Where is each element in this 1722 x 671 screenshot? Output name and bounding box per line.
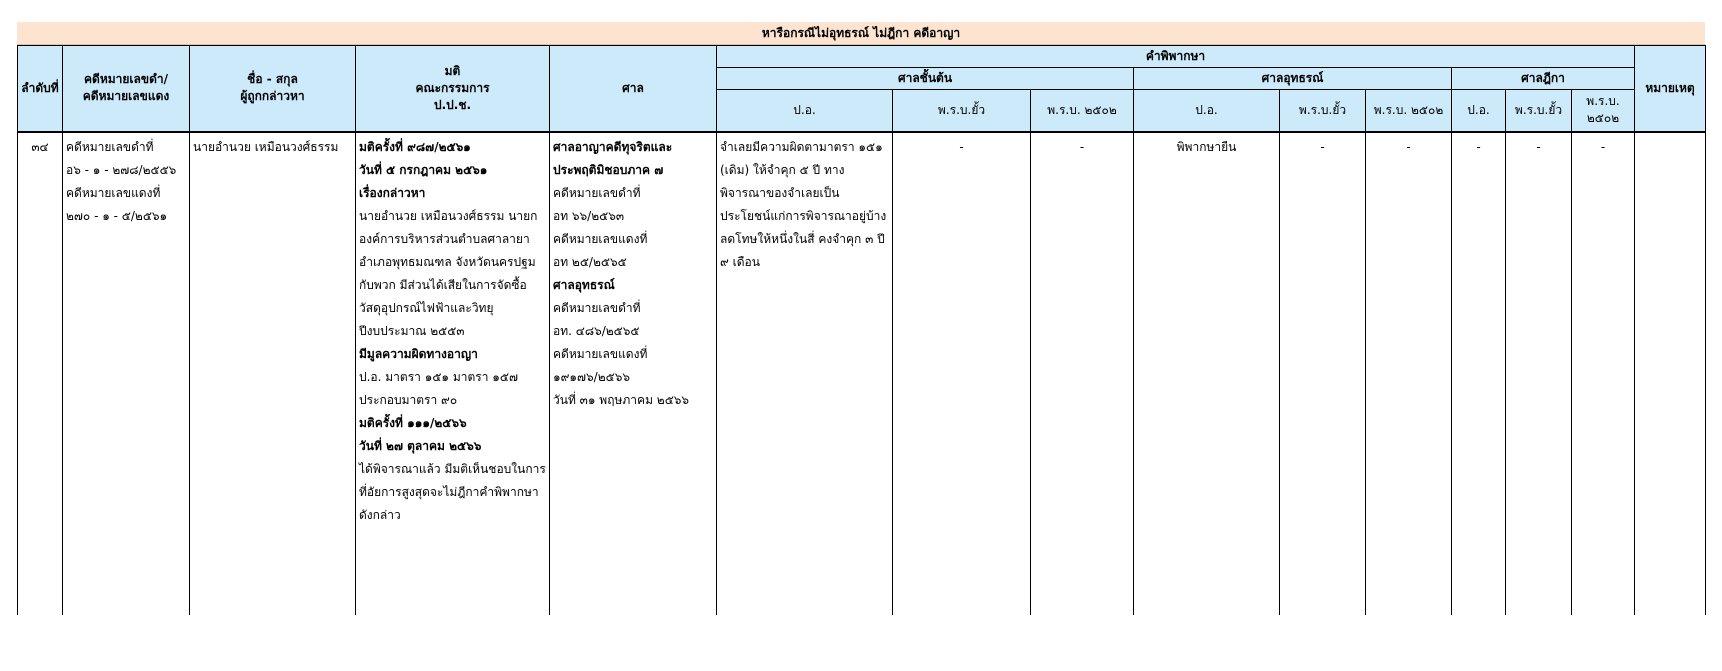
header-resolution-line2: คณะกรรมการ (415, 80, 490, 95)
cell-court (550, 132, 717, 615)
header-court-first: ศาลชั้นต้น (717, 68, 1134, 90)
header-court: ศาล (550, 46, 717, 132)
cell-supreme-po: - (1452, 132, 1506, 615)
case-no-line: คดีหมายเลขดำที่ (66, 139, 154, 154)
header-judgment: คำพิพากษา (717, 46, 1635, 68)
case-table (17, 45, 1706, 615)
cell-appeal-po: พิพากษายืน (1134, 132, 1280, 615)
header-appeal-po: ป.อ. (1134, 90, 1280, 132)
cell-supreme-prb2502: - (1572, 132, 1635, 615)
header-no: ลำดับที่ (18, 46, 63, 132)
header-court-appeal: ศาลอุทธรณ์ (1134, 68, 1452, 90)
resolution-line: มีมูลความผิดทางอาญา (359, 346, 478, 361)
court-line: คดีหมายเลขแดงที่ (553, 346, 648, 361)
resolution-line: วันที่ ๒๗ ตุลาคม ๒๕๖๖ (359, 438, 482, 453)
court-line: ๑๙๑๗๖/๒๕๖๖ (553, 369, 630, 384)
table-row (18, 132, 1706, 615)
header-first-prb2502: พ.ร.บ. ๒๕๐๒ (1031, 90, 1134, 132)
header-supreme-po: ป.อ. (1452, 90, 1506, 132)
header-court-supreme: ศาลฎีกา (1452, 68, 1635, 90)
cell-appeal-prb2502: - (1366, 132, 1452, 615)
cell-no: ๓๔ (18, 132, 63, 615)
header-case-no-line2: คดีหมายเลขแดง (82, 89, 170, 104)
cell-case-no (63, 132, 190, 615)
header-first-prbyua: พ.ร.บ.ยั้ว (893, 90, 1031, 132)
table-title-banner: หารือกรณีไม่อุทธรณ์ ไม่ฎีกา คดีอาญา (17, 22, 1705, 45)
cell-first-prbyua: - (893, 132, 1031, 615)
resolution-line: เรื่องกล่าวหา (359, 185, 426, 200)
case-no-line: ๒๗๐ - ๑ - ๕/๒๕๖๑ (66, 208, 168, 223)
header-supreme-prb2502: พ.ร.บ. ๒๕๐๒ (1572, 90, 1635, 132)
court-line: อท. ๔๘๖/๒๕๖๕ (553, 323, 640, 338)
header-resolution-line3: ป.ป.ช. (433, 97, 472, 112)
cell-first-po: จำเลยมีความผิดตามาตรา ๑๕๑ (เดิม) ให้จำคุก ๕ ปี ทางพิจารณาของจำเลยเป็นประโยชน์แก่การพิจารณาอยู่บ้าง ลดโทษให้หนึ่งในสี่ คงจำคุก ๓ ปี ๙ เดือน (717, 132, 893, 615)
case-no-line: อ๖ - ๑ - ๒๗๘/๒๕๕๖ (66, 162, 177, 177)
resolution-line: วันที่ ๕ กรกฎาคม ๒๕๖๑ (359, 162, 488, 177)
resolution-line: นายอำนวย เหมือนวงศ์ธรรม นายกองค์การบริหารส่วนตำบลศาลายา อำเภอพุทธมณฑล จังหวัดนครปฐม กับพวก มีส่วนได้เสียในการจัดซื้อวัสดุอุปกรณ์ไฟฟ้าและวิทยุ ปีงบประมาณ ๒๕๕๓ (359, 208, 538, 338)
case-no-line: คดีหมายเลขแดงที่ (66, 185, 161, 200)
resolution-line: มติครั้งที่ ๙๘๗/๒๕๖๑ (359, 139, 471, 154)
header-name (190, 46, 356, 132)
court-line: คดีหมายเลขดำที่ (553, 300, 641, 315)
header-name-line2: ผู้ถูกกล่าวหา (240, 89, 305, 104)
cell-supreme-prbyua: - (1506, 132, 1572, 615)
header-resolution-line1: มติ (444, 63, 461, 78)
cell-resolution (356, 132, 550, 615)
cell-appeal-prbyua: - (1280, 132, 1366, 615)
header-appeal-prb2502: พ.ร.บ. ๒๕๐๒ (1366, 90, 1452, 132)
cell-name: นายอำนวย เหมือนวงศ์ธรรม (190, 132, 356, 615)
court-line: วันที่ ๓๑ พฤษภาคม ๒๕๖๖ (553, 392, 690, 407)
court-line: อท ๒๕/๒๕๖๕ (553, 254, 627, 269)
header-case-no-line1: คดีหมายเลขดำ/ (84, 72, 168, 87)
court-line: คดีหมายเลขแดงที่ (553, 231, 648, 246)
resolution-line: มติครั้งที่ ๑๑๑/๒๕๖๖ (359, 415, 467, 430)
cell-first-prb2502: - (1031, 132, 1134, 615)
resolution-line: ได้พิจารณาแล้ว มีมติเห็นชอบในการที่อัยการสูงสุดจะไม่ฎีกาคำพิพากษาดังกล่าว (359, 461, 546, 522)
court-line: ศาลอาญาคดีทุจริตและประพฤติมิชอบภาค ๗ (553, 139, 673, 177)
cell-remark (1635, 132, 1706, 615)
court-line: คดีหมายเลขดำที่ (553, 185, 641, 200)
header-first-po: ป.อ. (717, 90, 893, 132)
resolution-line: ป.อ. มาตรา ๑๕๑ มาตรา ๑๕๗ ประกอบมาตรา ๙๐ (359, 369, 518, 407)
header-name-line1: ชื่อ - สกุล (247, 72, 298, 87)
header-supreme-prbyua: พ.ร.บ.ยั้ว (1506, 90, 1572, 132)
header-remark: หมายเหตุ (1635, 46, 1706, 132)
header-case-no (63, 46, 190, 132)
court-line: ศาลอุทธรณ์ (553, 277, 615, 292)
header-resolution (356, 46, 550, 132)
header-appeal-prbyua: พ.ร.บ.ยั้ว (1280, 90, 1366, 132)
court-line: อท ๖๖/๒๕๖๓ (553, 208, 625, 223)
